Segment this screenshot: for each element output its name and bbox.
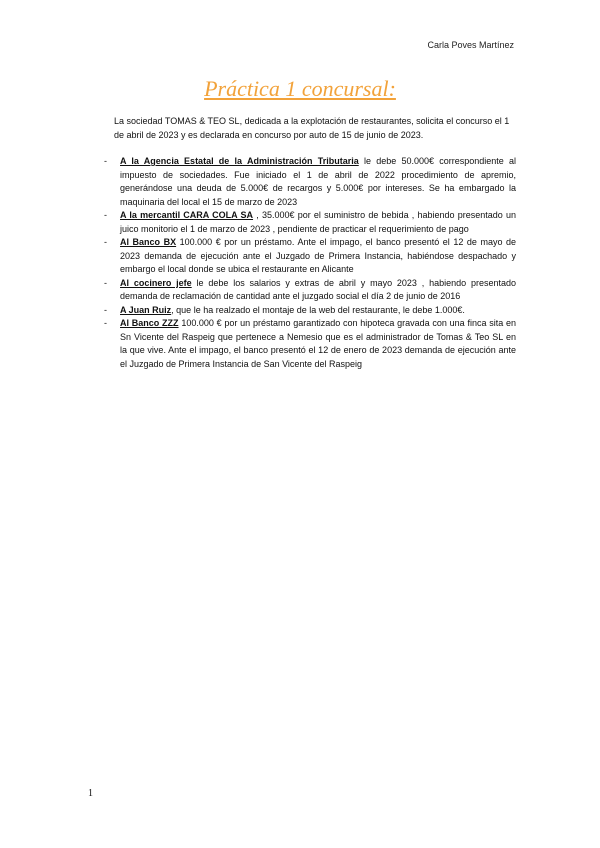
- list-item: [104, 304, 516, 318]
- dash-bullet: -: [104, 277, 107, 288]
- creditor-name: Al cocinero jefe: [120, 277, 192, 288]
- dash-bullet: -: [104, 318, 107, 328]
- creditor-detail: 100.000 € por un préstamo. Ante el impago, el banco presentó el 12 de mayo de 2023 demanda de ejecución ante el Juzgado de Primera Instancia, habiéndose despachado y embargo el local donde se ubica el restaurante en Alicante: [120, 237, 517, 274]
- dash-bullet: -: [104, 237, 107, 247]
- creditor-detail: 100.000 € por un préstamo garantizado con hipoteca gravada con una finca sita en Sn Vicente del Raspeig que pertenece a Nemesio que es el administrador de Tomas & Teo SL en la que vive. Ante el impago, el banco presentó el 12 de enero de 2023 demanda de ejecución ante el Juzgado de Primera Instancia de San Vicente del Raspeig: [120, 318, 517, 369]
- list-item: [104, 277, 516, 304]
- creditor-name: A Juan Ruiz: [120, 304, 172, 315]
- creditor-detail: , 35.000€ por el suministro de bebida , habiendo presentado un juico monitorio el 1 de marzo de 2023 , pendiente de practicar el requerimiento de pago: [120, 210, 516, 234]
- page-number: 1: [88, 788, 93, 799]
- intro-paragraph: La sociedad TOMAS & TEO SL, dedicada a la explotación de restaurantes, solicita el concurso el 1 de abril de 2023 y es declarada en concurso por auto de 15 de junio de 2023.: [114, 116, 510, 140]
- creditor-list: [104, 155, 516, 371]
- creditor-name: A la mercantil CARA COLA SA: [120, 210, 254, 220]
- list-item: [104, 209, 516, 236]
- author-name: Carla Poves Martínez: [427, 40, 514, 50]
- creditor-name: Al Banco ZZZ: [120, 318, 179, 328]
- dash-bullet: -: [104, 210, 107, 220]
- list-item: [104, 236, 516, 277]
- dash-bullet: -: [104, 304, 107, 315]
- document-title: Práctica 1 concursal:: [204, 76, 396, 101]
- creditor-name: Al Banco BX: [120, 237, 177, 247]
- dash-bullet: -: [104, 156, 107, 166]
- list-item: [104, 155, 516, 209]
- creditor-name: A la Agencia Estatal de la Administración Tributaria: [120, 156, 359, 166]
- creditor-detail: le debe los salarios y extras de abril y mayo 2023 , habiendo presentado demanda de reclamación de cantidad ante el juzgado social el día 2 de junio de 2016: [120, 277, 516, 301]
- creditor-detail: , que le ha realzado el montaje de la web del restaurante, le debe 1.000€.: [171, 304, 465, 315]
- creditor-detail: le debe 50.000€ correspondiente al impuesto de sociedades. Fue iniciado el 1 de abril de 2022 procedimiento de apremio, generándose una deuda de 5.000€ de recargos y 5.000€ por intereses. Se ha embargado la maquinaria del local el 15 de marzo de 2023: [120, 156, 517, 207]
- list-item: [104, 317, 516, 371]
